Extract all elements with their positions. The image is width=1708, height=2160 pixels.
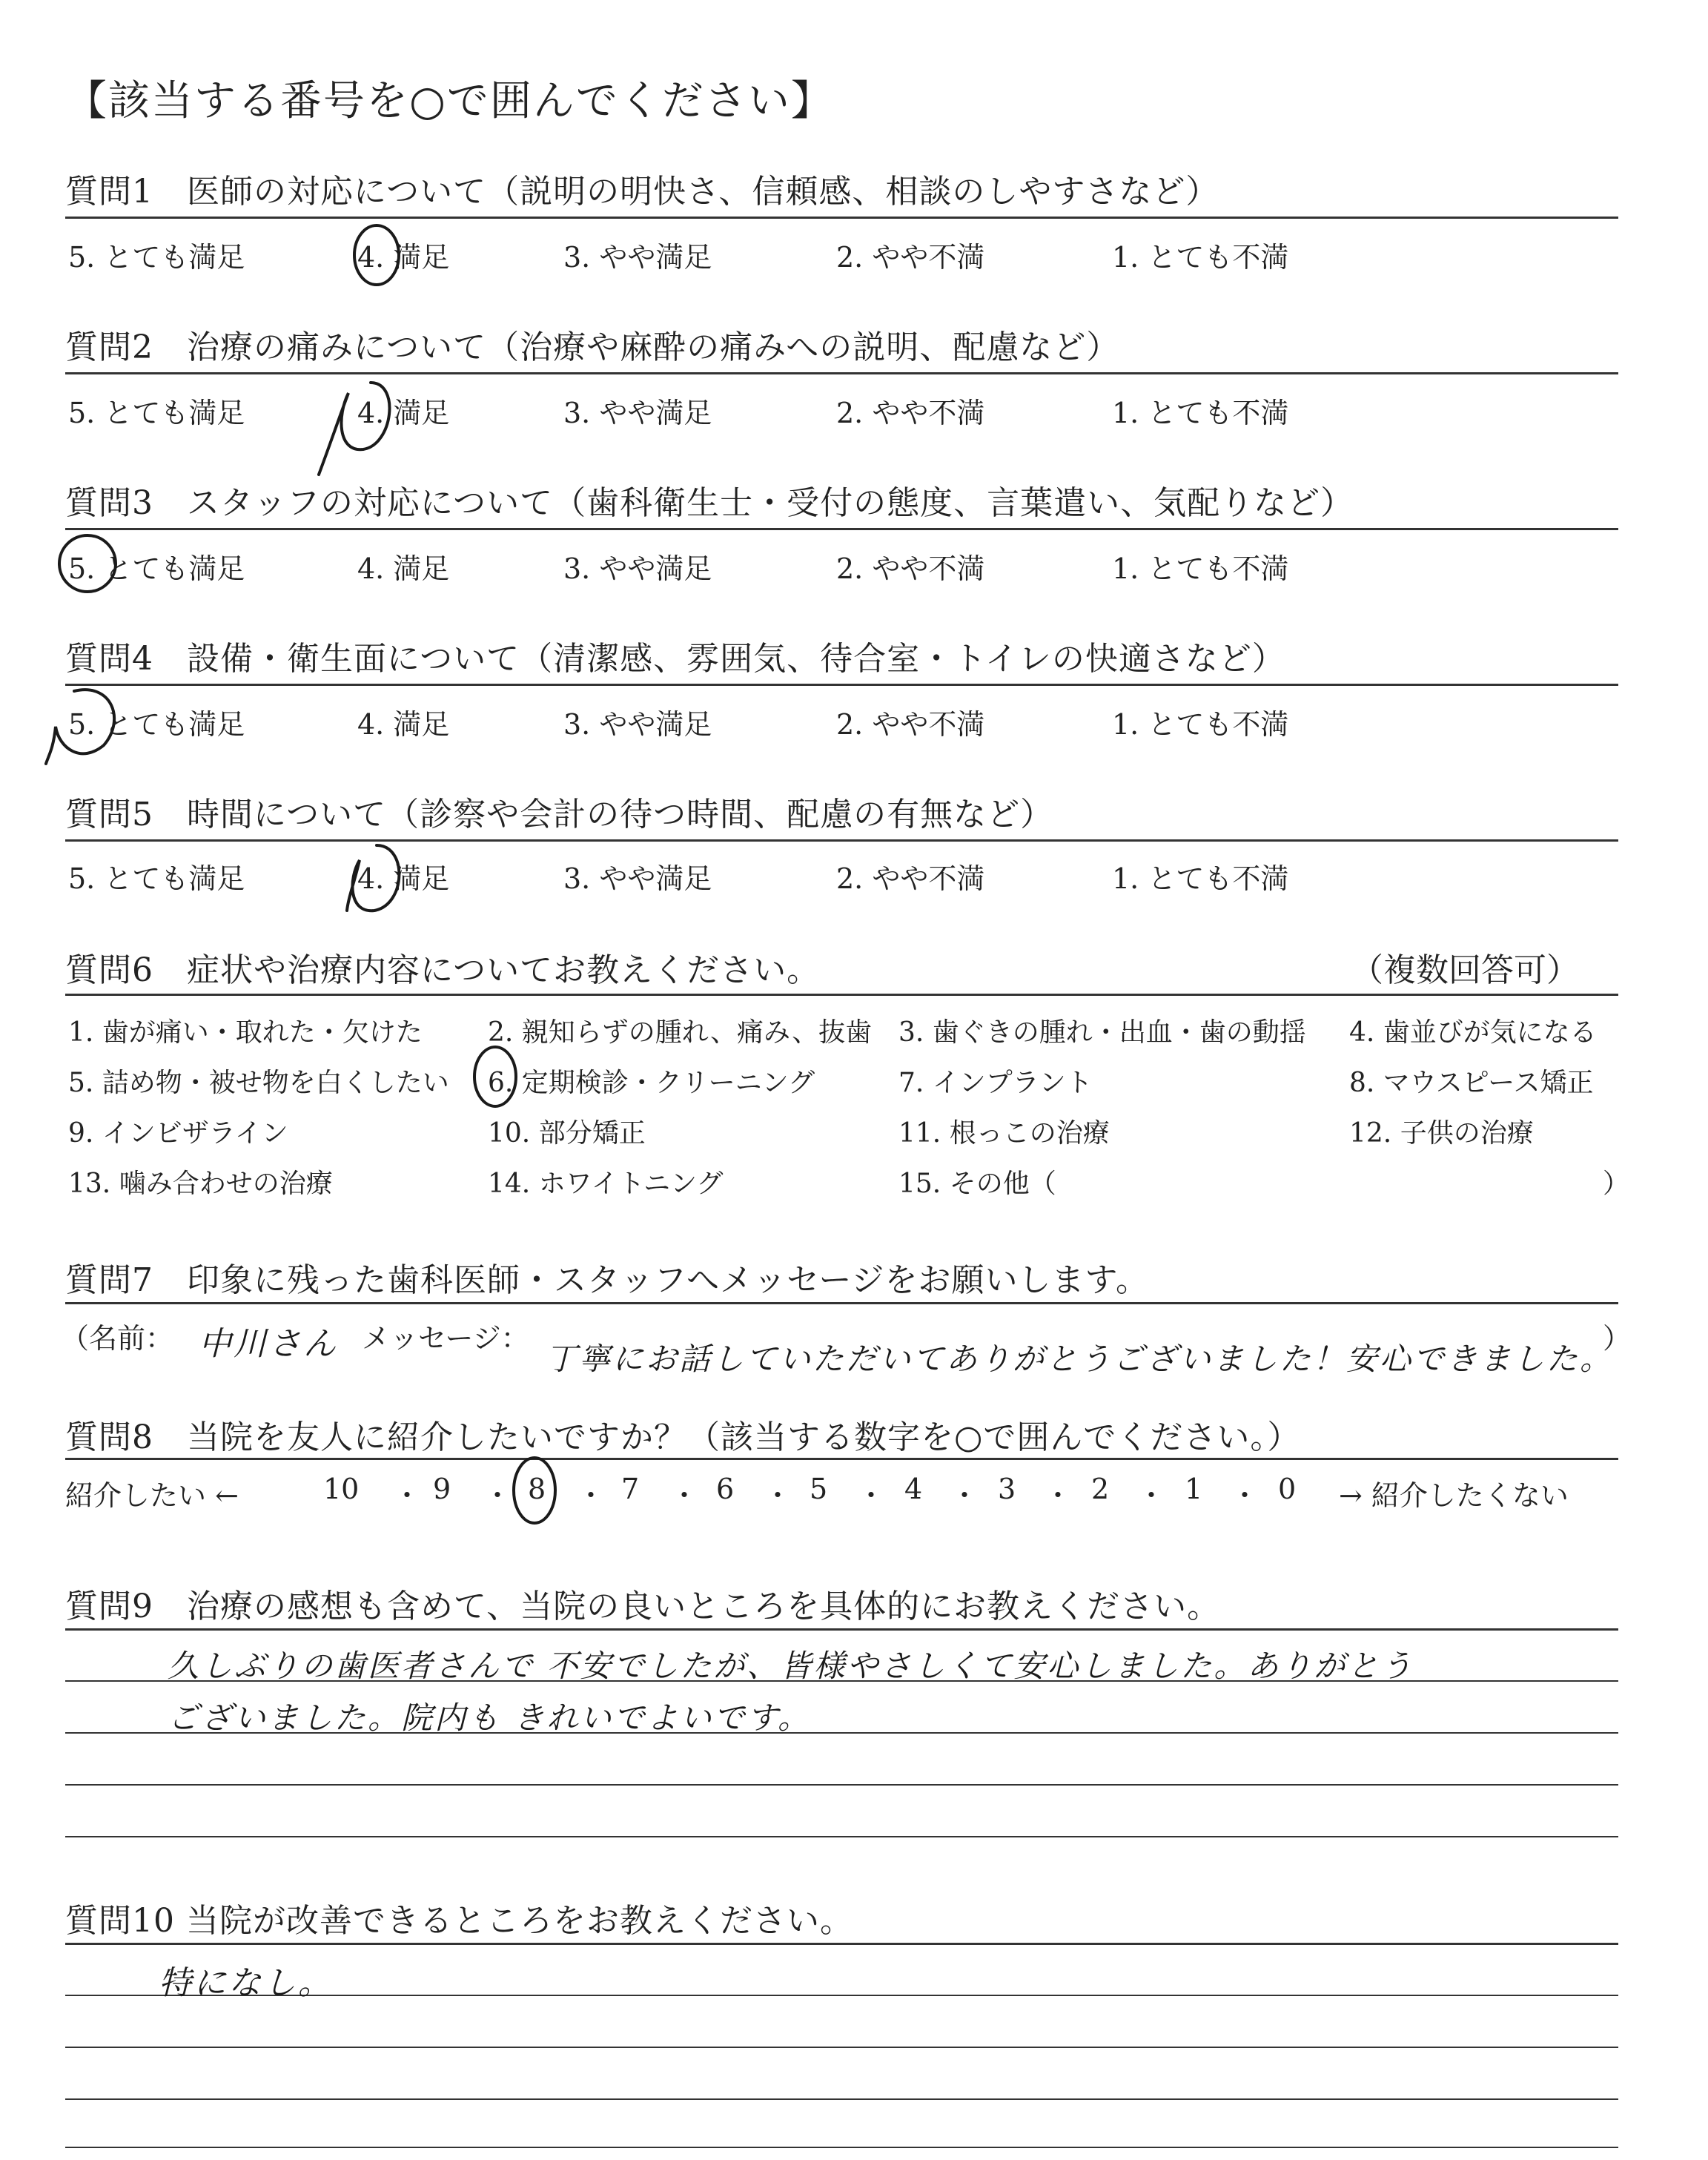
question-7-label: 質問7 印象に残った歯科医師・スタッフへメッセージをお願いします。 — [65, 1261, 1149, 1299]
q6-option-9[interactable]: 9. インビザライン — [68, 1118, 288, 1149]
question-7-rule — [65, 1302, 1618, 1304]
question-6-multiple-note: （複数回答可） — [1351, 951, 1579, 989]
q8-scale-10[interactable]: 10 — [323, 1473, 360, 1505]
q8-scale-sep: ・ — [393, 1479, 422, 1512]
answer-line — [65, 1784, 1618, 1786]
answer-line — [65, 2147, 1618, 2148]
q8-scale-sep: ・ — [857, 1479, 886, 1512]
q9-answer-line-2[interactable]: ございました。院内も きれいでよいです。 — [168, 1700, 811, 1736]
q1-option-3[interactable]: 3. やや満足 — [563, 241, 712, 274]
q8-scale-0[interactable]: 0 — [1278, 1473, 1297, 1505]
q6-option-10[interactable]: 10. 部分矯正 — [488, 1118, 646, 1149]
q3-option-3[interactable]: 3. やや満足 — [563, 552, 712, 585]
q8-scale-sep: ・ — [577, 1479, 606, 1512]
q6-option-11[interactable]: 11. 根っこの治療 — [898, 1118, 1110, 1149]
q4-option-5[interactable]: 5. とても満足 — [68, 708, 245, 741]
q8-scale-sep: ・ — [483, 1479, 512, 1512]
q6-other-closing-paren: ） — [1603, 1169, 1630, 1199]
q8-scale-2[interactable]: 2 — [1091, 1473, 1110, 1505]
question-3-label: 質問3 スタッフの対応について（歯科衛生士・受付の態度、言葉遣い、気配りなど） — [65, 484, 1354, 522]
q8-scale-6[interactable]: 6 — [716, 1473, 735, 1505]
q6-option-5[interactable]: 5. 詰め物・被せ物を白くしたい — [68, 1068, 449, 1098]
form-title: 【該当する番号を○で囲んでください】 — [65, 77, 834, 125]
q9-answer-line-1[interactable]: 久しぶりの歯医者さんで 不安でしたが、皆様やさしくて安心しました。ありがとう — [168, 1648, 1414, 1684]
q4-option-4[interactable]: 4. 満足 — [357, 708, 450, 741]
q2-option-3[interactable]: 3. やや満足 — [563, 397, 712, 429]
q6-option-12[interactable]: 12. 子供の治療 — [1349, 1118, 1534, 1149]
q2-option-1[interactable]: 1. とても不満 — [1112, 397, 1289, 429]
answer-line — [65, 1836, 1618, 1837]
q8-scale-right-label: → 紹介したくない — [1339, 1479, 1569, 1512]
q6-option-15[interactable]: 15. その他（ — [898, 1169, 1056, 1199]
question-5-rule — [65, 839, 1618, 842]
q6-option-4[interactable]: 4. 歯並びが気になる — [1349, 1017, 1597, 1048]
q3-option-5[interactable]: 5. とても満足 — [68, 552, 245, 585]
q6-option-14[interactable]: 14. ホワイトニング — [488, 1169, 724, 1199]
question-1-label: 質問1 医師の対応について（説明の明快さ、信頼感、相談のしやすさなど） — [65, 173, 1219, 211]
q2-option-5[interactable]: 5. とても満足 — [68, 397, 245, 429]
question-9-label: 質問9 治療の感想も含めて、当院の良いところを具体的にお教えください。 — [65, 1588, 1221, 1625]
question-4-rule — [65, 684, 1618, 686]
q8-scale-left-label: 紹介したい ← — [65, 1479, 239, 1512]
q7-message-label: メッセージ： — [362, 1322, 529, 1355]
q6-option-13[interactable]: 13. 噛み合わせの治療 — [68, 1169, 333, 1199]
q8-scale-8[interactable]: 8 — [528, 1473, 546, 1505]
q10-answer-line-1[interactable]: 特になし。 — [159, 1964, 333, 2002]
question-3-rule — [65, 528, 1618, 530]
question-5-label: 質問5 時間について（診察や会計の待つ時間、配慮の有無など） — [65, 796, 1054, 833]
q8-scale-9[interactable]: 9 — [433, 1473, 451, 1505]
q8-scale-sep: ・ — [950, 1479, 979, 1512]
question-9-rule — [65, 1628, 1618, 1631]
q2-option-2[interactable]: 2. やや不満 — [836, 397, 985, 429]
q8-scale-sep: ・ — [670, 1479, 699, 1512]
q1-option-5[interactable]: 5. とても満足 — [68, 241, 245, 274]
q3-option-4[interactable]: 4. 満足 — [357, 552, 450, 585]
q4-option-2[interactable]: 2. やや不満 — [836, 708, 985, 741]
q8-scale-7[interactable]: 7 — [621, 1473, 640, 1505]
question-10-rule — [65, 1943, 1618, 1945]
q8-scale-3[interactable]: 3 — [998, 1473, 1016, 1505]
q6-option-6[interactable]: 6. 定期検診・クリーニング — [488, 1068, 815, 1098]
q5-option-4[interactable]: 4. 満足 — [357, 862, 450, 895]
q1-option-4[interactable]: 4. 満足 — [357, 241, 450, 274]
q1-option-2[interactable]: 2. やや不満 — [836, 241, 985, 274]
q6-option-7[interactable]: 7. インプラント — [898, 1068, 1093, 1098]
q4-option-1[interactable]: 1. とても不満 — [1112, 708, 1289, 741]
q7-closing-paren: ） — [1603, 1322, 1632, 1355]
question-8-label: 質問8 当院を友人に紹介したいですか？（該当する数字を○で囲んでください。） — [65, 1418, 1301, 1456]
answer-line — [65, 2047, 1618, 2048]
q3-option-1[interactable]: 1. とても不満 — [1112, 552, 1289, 585]
q2-option-4[interactable]: 4. 満足 — [357, 397, 450, 429]
question-8-rule — [65, 1458, 1618, 1460]
q8-scale-sep: ・ — [1137, 1479, 1166, 1512]
q8-scale-5[interactable]: 5 — [810, 1473, 828, 1505]
question-6-rule — [65, 994, 1618, 996]
q6-option-2[interactable]: 2. 親知らずの腫れ、痛み、抜歯 — [488, 1017, 873, 1048]
question-10-label: 質問10 当院が改善できるところをお教えください。 — [65, 1902, 853, 1940]
q5-option-1[interactable]: 1. とても不満 — [1112, 862, 1289, 895]
q6-option-8[interactable]: 8. マウスピース矯正 — [1349, 1068, 1594, 1098]
question-4-label: 質問4 設備・衛生面について（清潔感、雰囲気、待合室・トイレの快適さなど） — [65, 640, 1285, 678]
q5-option-3[interactable]: 3. やや満足 — [563, 862, 712, 895]
q3-option-2[interactable]: 2. やや不満 — [836, 552, 985, 585]
q5-option-2[interactable]: 2. やや不満 — [836, 862, 985, 895]
q8-scale-sep: ・ — [1044, 1479, 1073, 1512]
q7-name-handwritten[interactable]: 中川さん — [199, 1325, 338, 1363]
question-2-rule — [65, 372, 1618, 374]
q7-message-handwritten[interactable]: 丁寧にお話していただいてありがとうございました！安心できました。 — [546, 1341, 1614, 1377]
q1-option-1[interactable]: 1. とても不満 — [1112, 241, 1289, 274]
q8-scale-4[interactable]: 4 — [904, 1473, 923, 1505]
answer-line — [65, 2098, 1618, 2100]
question-6-label: 質問6 症状や治療内容についてお教えください。 — [65, 951, 821, 989]
q4-option-3[interactable]: 3. やや満足 — [563, 708, 712, 741]
q8-scale-sep: ・ — [764, 1479, 792, 1512]
q6-option-3[interactable]: 3. 歯ぐきの腫れ・出血・歯の動揺 — [898, 1017, 1306, 1048]
q8-scale-sep: ・ — [1231, 1479, 1260, 1512]
question-1-rule — [65, 217, 1618, 219]
q5-option-5[interactable]: 5. とても満足 — [68, 862, 245, 895]
q8-scale-1[interactable]: 1 — [1185, 1473, 1203, 1505]
q6-option-1[interactable]: 1. 歯が痛い・取れた・欠けた — [68, 1017, 423, 1048]
q7-name-label: （名前： — [61, 1322, 174, 1355]
question-2-label: 質問2 治療の痛みについて（治療や麻酔の痛みへの説明、配慮など） — [65, 328, 1120, 366]
